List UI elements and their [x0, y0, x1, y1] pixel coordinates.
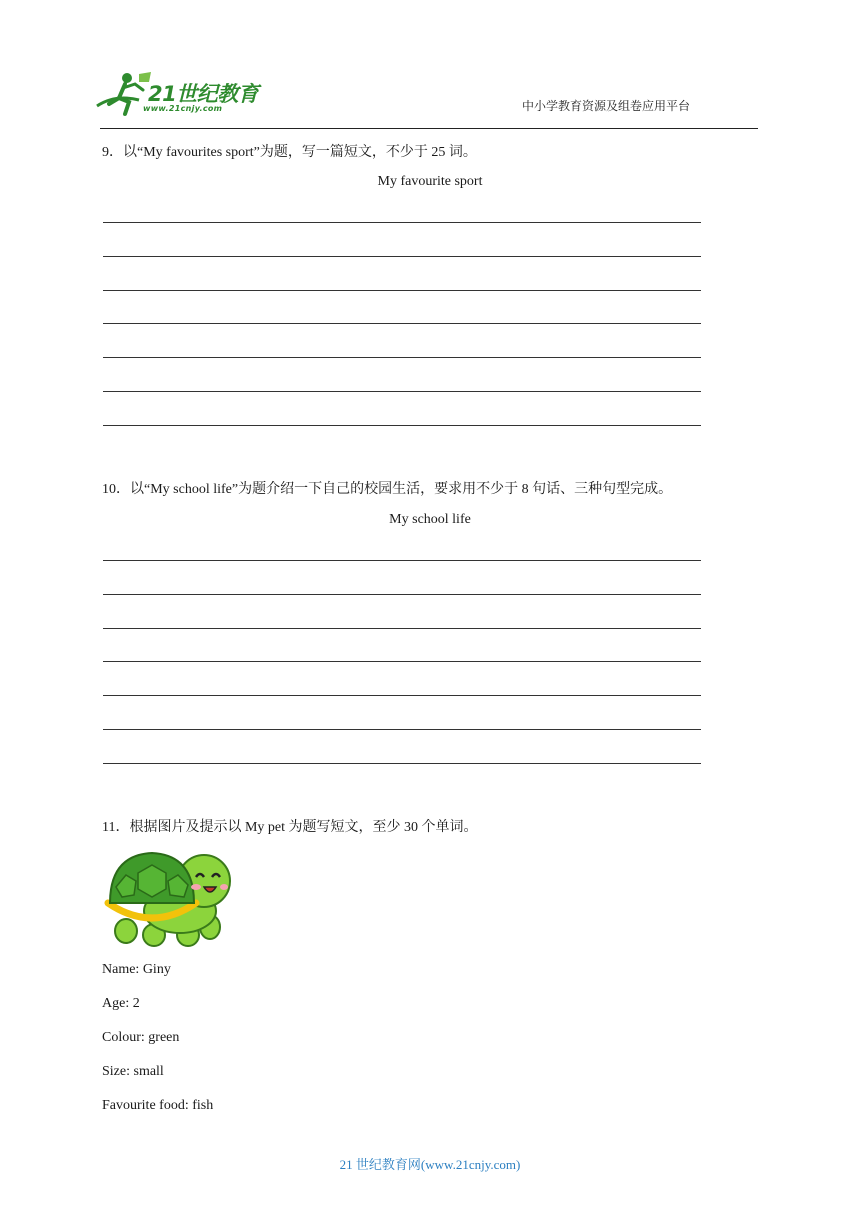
pet-info-size: Size: small — [102, 1064, 164, 1079]
page-footer[interactable]: 21 世纪教育网(www.21cnjy.com) — [339, 1157, 521, 1172]
answer-line[interactable] — [103, 560, 701, 561]
answer-line[interactable] — [103, 594, 701, 595]
answer-line[interactable] — [103, 256, 701, 257]
pet-info-age: Age: 2 — [102, 996, 140, 1011]
logo-url: www.21cnjy.com — [143, 104, 223, 113]
question-10-prompt: 10．以“My school life”为题介绍一下自己的校园生活，要求用不少于 8 句话、三种句型完成。 — [102, 482, 673, 497]
answer-line[interactable] — [103, 222, 701, 223]
question-9-prompt: 9．以“My favourites sport”为题，写一篇短文，不少于 25 词。 — [102, 145, 477, 160]
turtle-image — [100, 845, 232, 947]
question-10-essay-title: My school life — [389, 512, 471, 527]
question-11-prompt: 11．根据图片及提示以 My pet 为题写短文，至少 30 个单词。 — [102, 820, 478, 835]
answer-line[interactable] — [103, 391, 701, 392]
page-header — [0, 0, 860, 132]
platform-label: 中小学教育资源及组卷应用平台 — [522, 99, 691, 113]
answer-line[interactable] — [103, 290, 701, 291]
answer-line[interactable] — [103, 661, 701, 662]
answer-line[interactable] — [103, 729, 701, 730]
answer-line[interactable] — [103, 425, 701, 426]
logo-text: 21世纪教育 — [148, 82, 259, 106]
pet-info-name: Name: Giny — [102, 962, 171, 977]
answer-line[interactable] — [103, 695, 701, 696]
pet-info-colour: Colour: green — [102, 1030, 180, 1045]
answer-line[interactable] — [103, 323, 701, 324]
header-divider — [100, 128, 758, 129]
question-9-essay-title: My favourite sport — [377, 174, 483, 189]
pet-info-food: Favourite food: fish — [102, 1098, 214, 1113]
answer-line[interactable] — [103, 763, 701, 764]
answer-line[interactable] — [103, 628, 701, 629]
answer-line[interactable] — [103, 357, 701, 358]
